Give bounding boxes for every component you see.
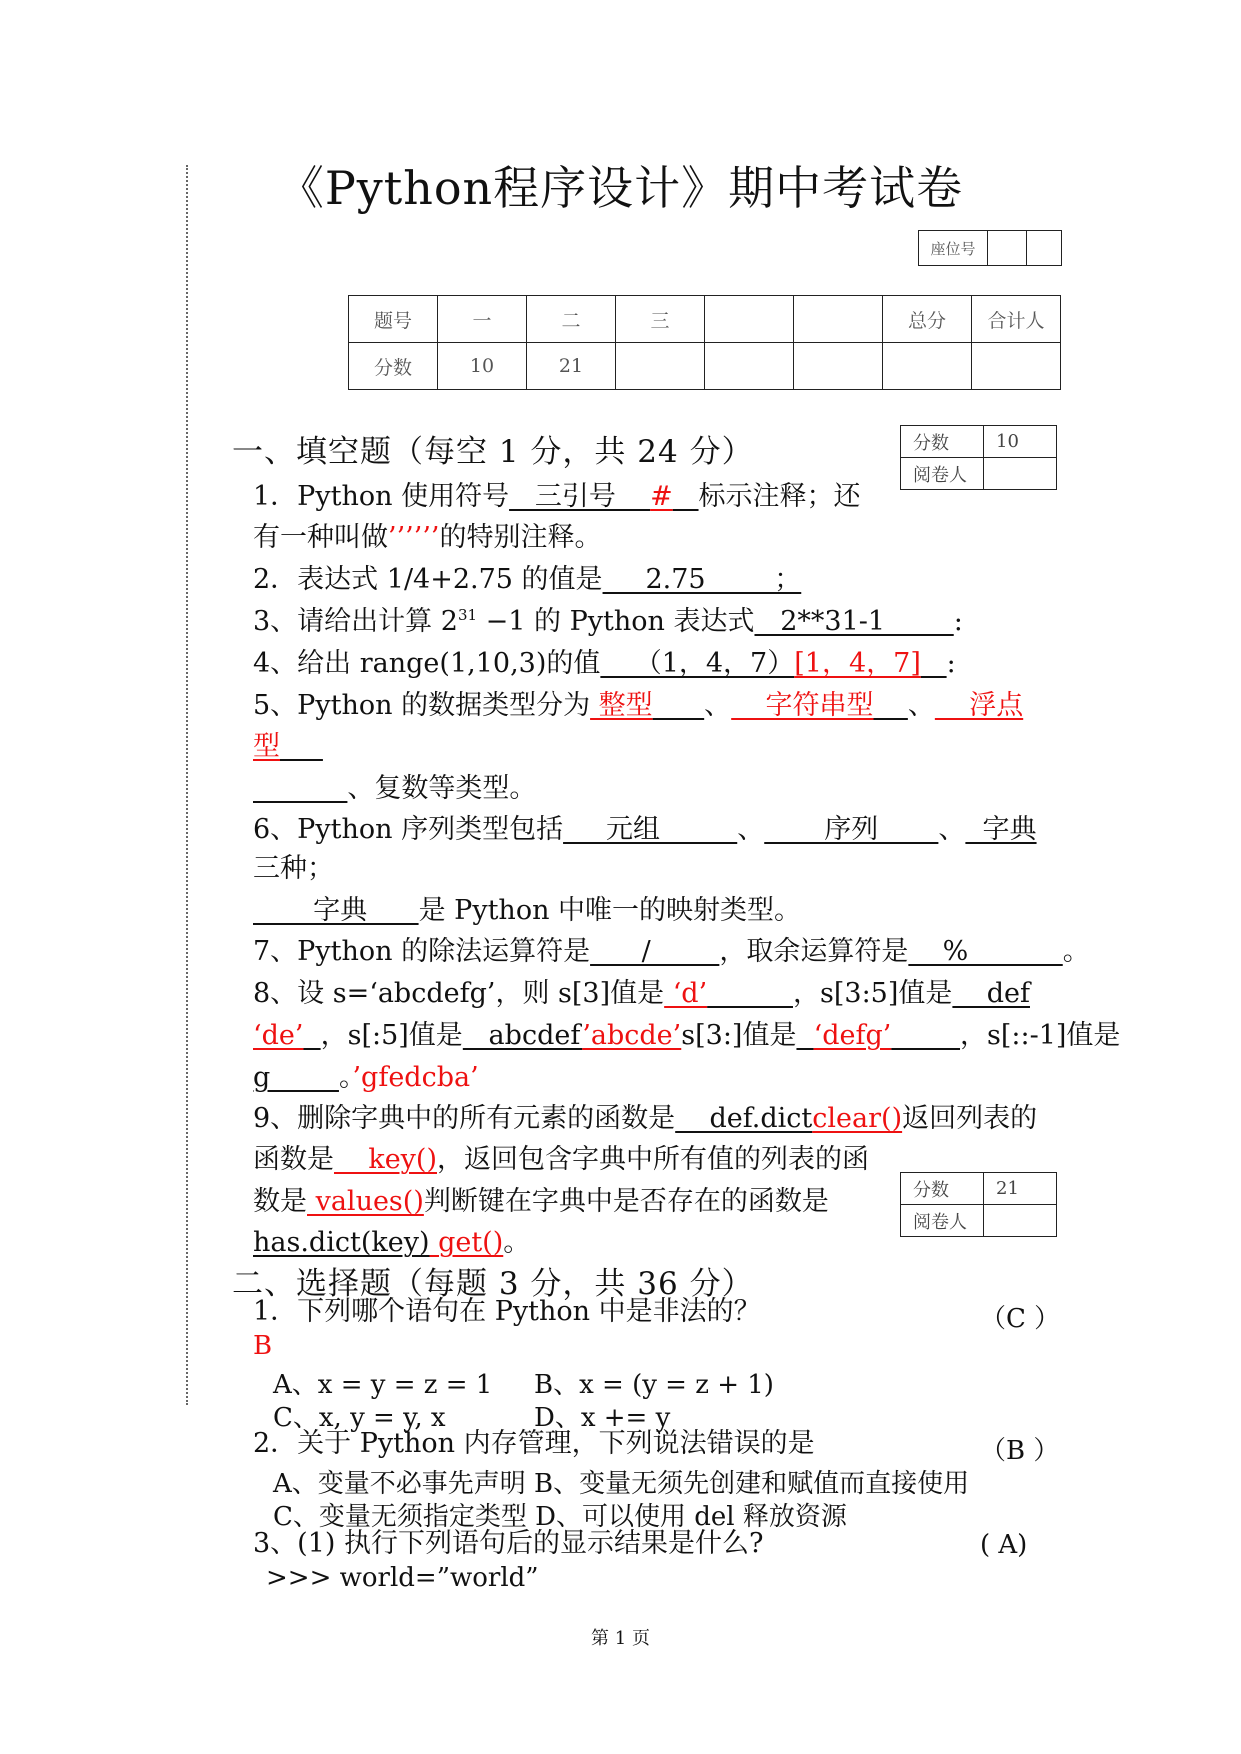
question-text: : (953, 606, 963, 637)
reviewer-cell (984, 1205, 1057, 1237)
section1-heading: 一、填空题（每空 1 分，共 24 分） (232, 434, 754, 470)
answer-blank: 字典 (965, 814, 1037, 845)
question-text: 数是 (253, 1186, 307, 1217)
header-cell (705, 296, 794, 343)
question-text: ，返回包含字典中所有值的列表的函 (437, 1144, 869, 1175)
choice-q1-answer: （C ） (980, 1304, 1061, 1334)
question-text: 判断键在字典中是否存在的函数是 (423, 1186, 829, 1217)
answer-blank: 元组 (563, 814, 738, 845)
choice-q2-answer: （B ） (980, 1436, 1060, 1466)
choice-q1-option-d: D、x += y (534, 1403, 671, 1433)
question-text: −1 的 Python 表达式 (477, 606, 755, 637)
teacher-answer: # (650, 481, 673, 512)
answer-blank: has.dict(key) (253, 1227, 430, 1258)
question-text: s[3:]值是 (681, 1020, 797, 1051)
teacher-answer: values() (307, 1186, 424, 1217)
answer-blank: 三引号 (509, 481, 651, 512)
score-table-score-row (349, 343, 1061, 390)
score-box-label: 分数 (901, 1173, 984, 1205)
score-box-label: 分数 (901, 426, 984, 458)
choice-q1-option-a: A、x = y = z = 1 (273, 1370, 493, 1400)
seat-cell (988, 231, 1027, 266)
choice-q3-stem: 3、(1) 执行下列语句后的显示结果是什么? (253, 1528, 764, 1559)
fill-q5-line2 (253, 733, 323, 760)
score-cell (616, 343, 705, 390)
answer-blank (673, 481, 699, 512)
question-text: 。 (1062, 936, 1090, 967)
question-text: 。 (338, 1062, 353, 1093)
answer-blank: 2.75 ； (602, 564, 802, 595)
choice-q2-options-line1: A、变量不必事先声明 B、变量无须先创建和赋值而直接使用 (273, 1469, 970, 1499)
answer-blank: 字典 (253, 895, 419, 926)
question-text: 三种； (253, 853, 334, 884)
fill-q8-line2 (253, 1022, 1120, 1049)
header-cell: 二 (527, 296, 616, 343)
question-text: 4、给出 range(1,10,3)的值 (253, 648, 601, 679)
teacher-answer: ‘defg’ (813, 1020, 892, 1051)
section2-heading: 二、选择题（每题 3 分，共 36 分） (232, 1266, 754, 1302)
teacher-answer: key() (334, 1144, 437, 1175)
teacher-answer: clear() (812, 1103, 903, 1134)
reviewer-cell (984, 458, 1057, 490)
separator: 、 (907, 690, 935, 721)
fill-q9-line3 (253, 1188, 829, 1215)
reviewer-label: 阅卷人 (901, 458, 984, 490)
score-cell (972, 343, 1061, 390)
question-text: 1．Python 使用符号 (253, 481, 510, 512)
answer-blank: （1，4，7） (600, 648, 795, 679)
teacher-answer: ‘d’ (664, 978, 708, 1009)
choice-q1-correct: B (253, 1331, 273, 1361)
question-text: 6、Python 序列类型包括 (253, 814, 564, 845)
question-text: 。 (503, 1227, 531, 1258)
exam-title: 《Python程序设计》期中考试卷 (277, 161, 964, 215)
separator: 、 (737, 814, 765, 845)
header-cell: 题号 (349, 296, 438, 343)
question-text: 、复数等类型。 (347, 773, 537, 804)
page-number: 第 1 页 (591, 1628, 650, 1649)
fill-q4 (253, 650, 956, 677)
header-cell: 合计人 (972, 296, 1061, 343)
teacher-answer: ’gfedcba’ (352, 1062, 479, 1093)
header-cell: 三 (616, 296, 705, 343)
seat-number-box (918, 230, 1062, 266)
question-text: ，s[:5]值是 (320, 1020, 463, 1051)
choice-q1-stem: 1．下列哪个语句在 Python 中是非法的？ (253, 1296, 761, 1327)
answer-blank: def.dict (675, 1103, 813, 1134)
score-table-header-row (349, 296, 1061, 343)
section1-score-box (900, 425, 1057, 490)
teacher-answer: 型 (253, 731, 280, 762)
answer-blank (253, 773, 347, 804)
fill-q6-line2 (253, 855, 334, 882)
fill-q9-line1 (253, 1105, 1037, 1132)
answer-blank: 序列 (764, 814, 939, 845)
section2-score-box (900, 1172, 1057, 1237)
answer-blank (653, 690, 705, 721)
choice-q3-answer: ( A) (980, 1530, 1028, 1560)
teacher-answer: [1，4，7] (794, 648, 921, 679)
fill-q8-line1 (253, 980, 1030, 1007)
separator: 、 (938, 814, 966, 845)
fill-q6-line3 (253, 897, 801, 924)
answer-blank (921, 648, 947, 679)
answer-blank (874, 690, 908, 721)
header-cell: 总分 (883, 296, 972, 343)
question-text: : (946, 648, 956, 679)
fill-q6-line1 (253, 816, 1037, 843)
question-text: ，s[::-1]值是 (960, 1020, 1121, 1051)
choice-q1-option-c: C、x, y = y, x (273, 1403, 446, 1433)
reviewer-label: 阅卷人 (901, 1205, 984, 1237)
header-cell: 一 (438, 296, 527, 343)
score-summary-table (348, 295, 1061, 390)
fill-q5-line1 (253, 692, 1023, 719)
fill-q7 (253, 938, 1090, 965)
answer-blank (707, 978, 793, 1009)
teacher-answer: ’abcde’ (582, 1020, 682, 1051)
separator: 、 (704, 690, 732, 721)
teacher-answer: get() (429, 1227, 504, 1258)
answer-blank (303, 1020, 320, 1051)
answer-blank: / (590, 936, 720, 967)
choice-q2-options-line2: C、变量无须指定类型 D、可以使用 del 释放资源 (273, 1502, 847, 1532)
fill-q1-line2 (253, 524, 602, 551)
score-box-value: 10 (984, 426, 1057, 458)
exponent: 31 (457, 606, 478, 624)
question-text: 9、删除字典中的所有元素的函数是 (253, 1103, 676, 1134)
question-text: 5、Python 的数据类型分为 (253, 690, 591, 721)
fill-q9-line2 (253, 1146, 869, 1173)
teacher-answer: 浮点 (934, 690, 1024, 721)
choice-q3-code: >>> world=”world” (266, 1563, 539, 1593)
seat-cell (1027, 231, 1062, 266)
question-text: ，s[3:5]值是 (793, 978, 953, 1009)
score-cell: 21 (527, 343, 616, 390)
answer-blank: 2**31-1 (754, 606, 954, 637)
question-text: 函数是 (253, 1144, 334, 1175)
score-box-value: 21 (984, 1173, 1057, 1205)
score-cell (794, 343, 883, 390)
teacher-answer: 字符串型 (731, 690, 874, 721)
choice-q2-stem: 2．关于 Python 内存管理，下列说法错误的是 (253, 1428, 815, 1459)
fill-q8-line3 (253, 1064, 479, 1091)
question-text: 标示注释；还 (698, 481, 861, 512)
score-cell (705, 343, 794, 390)
teacher-answer: ’’’’’’ (388, 522, 440, 553)
question-text: 3、请给出计算 2 (253, 606, 458, 637)
fill-q5-line3 (253, 775, 536, 802)
binding-dotted-line (186, 165, 188, 1405)
question-text: 7、Python 的除法运算符是 (253, 936, 591, 967)
fill-q9-line4 (253, 1229, 530, 1256)
answer-blank: def (952, 978, 1030, 1009)
teacher-answer: 整型 (590, 690, 653, 721)
score-cell: 10 (438, 343, 527, 390)
seat-label: 座位号 (919, 231, 988, 266)
question-text: 的特别注释。 (439, 522, 602, 553)
question-text: 返回列表的 (902, 1103, 1038, 1134)
fill-q1-line1 (253, 483, 861, 510)
question-text: 2．表达式 1/4+2.75 的值是 (253, 564, 603, 595)
teacher-answer: ‘de’ (253, 1020, 304, 1051)
fill-q2 (253, 566, 801, 593)
choice-q1-option-b: B、x = (y = z + 1) (534, 1370, 774, 1400)
question-text: 是 Python 中唯一的映射类型。 (418, 895, 802, 926)
question-text: 有一种叫做 (253, 522, 388, 553)
answer-blank: % (908, 936, 1063, 967)
header-cell (794, 296, 883, 343)
question-text: 8、设 s=‘abcdefg’，则 s[3]值是 (253, 978, 665, 1009)
question-text: ，取余运算符是 (719, 936, 909, 967)
score-row-label: 分数 (349, 343, 438, 390)
score-cell (883, 343, 972, 390)
answer-blank (796, 1020, 813, 1051)
answer-blank: g (253, 1062, 339, 1093)
answer-blank: abcdef (462, 1020, 583, 1051)
answer-blank (280, 731, 323, 762)
fill-q3 (253, 608, 963, 635)
answer-blank (891, 1020, 960, 1051)
